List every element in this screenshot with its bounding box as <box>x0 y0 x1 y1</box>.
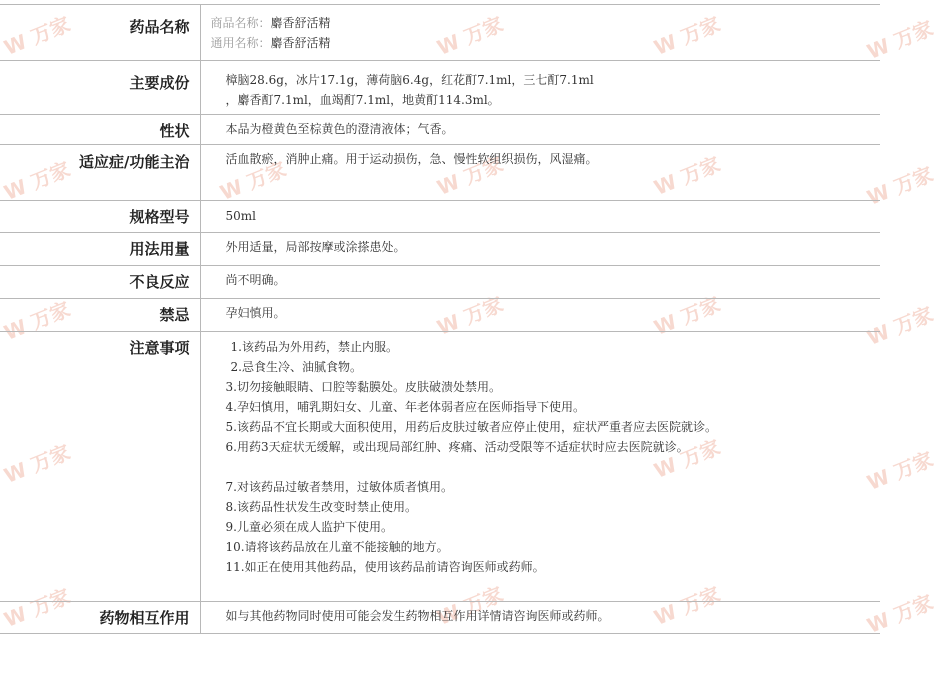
label-dosage: 用法用量 <box>0 233 200 266</box>
value-precautions <box>200 332 880 602</box>
row-indications <box>0 145 880 201</box>
label-adverse-reactions: 不良反应 <box>0 266 200 299</box>
watermark-logo: W 万家 <box>433 291 507 340</box>
precaution-item: 10.请将该药品放在儿童不能接触的地方。 <box>225 540 449 554</box>
watermark-logo: W 万家 <box>863 15 937 64</box>
watermark-logo: W 万家 <box>0 11 74 60</box>
row-properties <box>0 115 880 145</box>
value-ingredients <box>200 61 880 115</box>
watermark-logo: W 万家 <box>0 583 74 632</box>
ingredients-line-2: ，麝香酊7.1ml，血竭酊7.1ml，地黄酊114.3ml。 <box>225 93 500 107</box>
watermark-logo: W 万家 <box>433 581 507 630</box>
label-drug-interactions: 药物相互作用 <box>0 602 200 634</box>
watermark-logo: W 万家 <box>650 581 724 630</box>
drug-info-table <box>0 4 880 634</box>
watermark-logo: W 万家 <box>216 156 290 205</box>
row-contraindications <box>0 299 880 332</box>
watermark-logo: W 万家 <box>650 434 724 483</box>
watermark-logo: W 万家 <box>863 161 937 210</box>
ingredients-line-1: 樟脑28.6g，冰片17.1g，薄荷脑6.4g，红花酊7.1ml，三七酊7.1ml <box>225 73 594 87</box>
precaution-item: 5.该药品不宜长期或大面积使用，用药后皮肤过敏者应停止使用，症状严重者应去医院就诊。 <box>225 420 717 434</box>
generic-name: 麝香舒活精 <box>270 36 331 50</box>
value-drug-interactions: 如与其他药物同时使用可能会发生药物相互作用详情请咨询医师或药师。 <box>225 609 610 623</box>
value-drug-name <box>200 5 880 61</box>
value-properties: 本品为橙黄色至棕黄色的澄清液体；气香。 <box>225 122 454 136</box>
precaution-item: 7.对该药品过敏者禁用，过敏体质者慎用。 <box>225 480 453 494</box>
watermark-logo: W 万家 <box>0 156 74 205</box>
label-contraindications: 禁忌 <box>0 299 200 332</box>
watermark-logo: W 万家 <box>863 589 937 638</box>
trade-name: 麝香舒活精 <box>270 16 331 30</box>
row-ingredients <box>0 61 880 115</box>
precaution-item: 1.该药品为外用药，禁止内服。 <box>230 340 398 354</box>
watermark-logo: W 万家 <box>650 291 724 340</box>
watermark-logo: W 万家 <box>863 301 937 350</box>
value-contraindications: 孕妇慎用。 <box>225 306 286 320</box>
watermark-logo: W 万家 <box>0 296 74 345</box>
label-precautions: 注意事项 <box>0 332 200 602</box>
value-dosage: 外用适量，局部按摩或涂搽患处。 <box>225 240 406 254</box>
row-drug-name <box>0 5 880 61</box>
precaution-item: 9.儿童必须在成人监护下使用。 <box>225 520 393 534</box>
value-specification: 50ml <box>225 209 256 223</box>
trade-name-label: 商品名称： <box>210 16 271 30</box>
label-ingredients: 主要成份 <box>0 61 200 115</box>
label-specification: 规格型号 <box>0 201 200 233</box>
watermark-logo: W 万家 <box>433 151 507 200</box>
watermark-logo: W 万家 <box>0 439 74 488</box>
row-precautions <box>0 332 880 602</box>
watermark-logo: W 万家 <box>650 11 724 60</box>
row-adverse-reactions <box>0 266 880 299</box>
value-indications: 活血散瘀，消肿止痛。用于运动损伤，急、慢性软组织损伤，风湿痛。 <box>225 152 598 166</box>
watermark-logo: W 万家 <box>863 446 937 495</box>
row-specification <box>0 201 880 233</box>
value-adverse-reactions: 尚不明确。 <box>225 273 286 287</box>
precaution-item: 4.孕妇慎用，哺乳期妇女、儿童、年老体弱者应在医师指导下使用。 <box>225 400 585 414</box>
precaution-item: 6.用药3天症状无缓解，或出现局部红肿、疼痛、活动受限等不适症状时应去医院就诊。 <box>225 440 689 454</box>
precaution-item: 3.切勿接触眼睛、口腔等黏膜处。皮肤破溃处禁用。 <box>225 380 501 394</box>
watermark-logo: W 万家 <box>650 151 724 200</box>
label-drug-name: 药品名称 <box>0 5 200 61</box>
precaution-item: 8.该药品性状发生改变时禁止使用。 <box>225 500 417 514</box>
precaution-item: 2.忌食生冷、油腻食物。 <box>230 360 362 374</box>
generic-name-label: 通用名称： <box>210 36 271 50</box>
row-dosage <box>0 233 880 266</box>
precaution-item: 11.如正在使用其他药品，使用该药品前请咨询医师或药师。 <box>225 560 545 574</box>
watermark-logo: W 万家 <box>433 11 507 60</box>
label-properties: 性状 <box>0 115 200 145</box>
row-drug-interactions <box>0 602 880 634</box>
label-indications: 适应症/功能主治 <box>0 145 200 201</box>
